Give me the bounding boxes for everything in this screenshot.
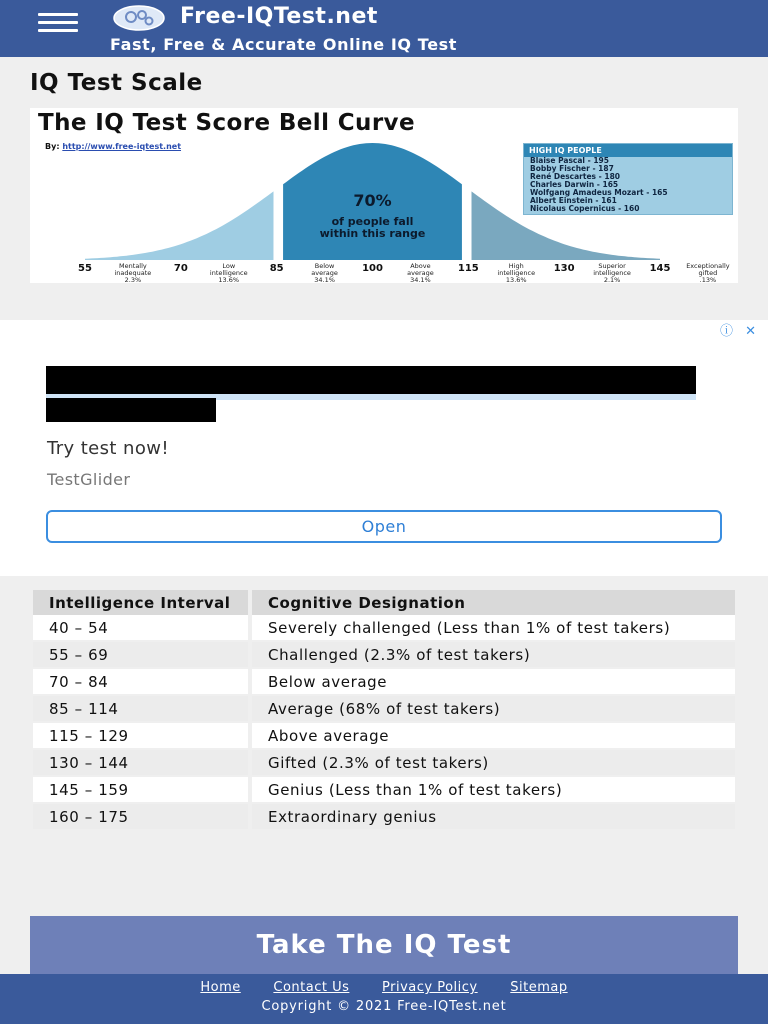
bell-curve-credit (45, 142, 181, 151)
ad-brand[interactable]: TestGlider (47, 470, 131, 489)
segment-label-pct: 13.6% (505, 276, 527, 283)
site-name[interactable]: Free-IQTest.net (180, 4, 378, 29)
ad-open-button[interactable]: Open (46, 510, 722, 543)
table-row (33, 804, 735, 831)
table-row (33, 669, 735, 696)
center-caption-2: within this range (319, 227, 426, 240)
segment-label-line1: Below (314, 262, 335, 270)
credit-link[interactable]: http://www.free-iqtest.net (62, 142, 182, 151)
interval-cell: 160 – 175 (33, 804, 252, 831)
high-iq-person: Nicolaus Copernicus - 160 (530, 204, 640, 213)
designation-cell: Below average (252, 669, 735, 696)
score-tick-label: 70 (173, 263, 188, 274)
site-footer (0, 974, 768, 1024)
iq-scale-table (33, 590, 735, 831)
site-header (0, 0, 768, 57)
ad-info-close-icon[interactable]: ⓘ ✕ (719, 324, 760, 339)
take-iq-test-button[interactable]: Take The IQ Test (30, 916, 738, 974)
bell-curve-title: The IQ Test Score Bell Curve (38, 110, 415, 136)
segment-label-line2: intelligence (593, 269, 631, 277)
iq-bell-curve-image (30, 108, 738, 283)
table-row (33, 696, 735, 723)
score-tick-label: 85 (269, 263, 284, 274)
designation-cell: Challenged (2.3% of test takers) (252, 642, 735, 669)
table-row (33, 750, 735, 777)
segment-label-line2: inadequate (114, 269, 152, 277)
segment-label-line2: intelligence (497, 269, 536, 277)
segment-label-line1: Mentally (119, 262, 147, 270)
high-iq-person: Wolfgang Amadeus Mozart - 165 (530, 188, 668, 197)
table-row (33, 642, 735, 669)
table-row (33, 615, 735, 642)
designation-cell: Genius (Less than 1% of test takers) (252, 777, 735, 804)
segment-label-pct: .13% (699, 276, 717, 283)
segment-label-line2: average (311, 269, 338, 277)
high-iq-person: René Descartes - 180 (530, 172, 621, 181)
designation-cell: Above average (252, 723, 735, 750)
footer-link-privacy[interactable]: Privacy Policy (382, 980, 478, 995)
table-header-interval: Intelligence Interval (33, 590, 252, 615)
bell-left-tail (85, 191, 274, 260)
brain-logo-icon[interactable] (112, 4, 166, 32)
table-row (33, 723, 735, 750)
interval-cell: 55 – 69 (33, 642, 252, 669)
interval-cell: 115 – 129 (33, 723, 252, 750)
segment-label-pct: 2.1% (603, 276, 621, 283)
center-percent: 70% (353, 191, 392, 210)
table-header-designation: Cognitive Designation (252, 590, 735, 615)
segment-label-line1: Above (410, 262, 431, 270)
interval-cell: 85 – 114 (33, 696, 252, 723)
segment-label-line2: gifted (698, 269, 718, 277)
score-tick-label: 55 (78, 263, 92, 274)
high-iq-person: Charles Darwin - 165 (530, 180, 619, 189)
designation-cell: Extraordinary genius (252, 804, 735, 831)
ad-subtext[interactable]: Try test now! (47, 438, 169, 459)
segment-label-pct: 13.6% (218, 276, 240, 283)
score-tick-label: 100 (362, 263, 383, 274)
credit-label: By: (45, 142, 60, 151)
designation-cell: Severely challenged (Less than 1% of test takers) (252, 615, 735, 642)
interval-cell: 145 – 159 (33, 777, 252, 804)
high-iq-person: Bobby Fischer - 187 (530, 164, 614, 173)
segment-label-pct: 2.3% (124, 276, 142, 283)
site-tagline: Fast, Free & Accurate Online IQ Test (110, 35, 458, 54)
score-tick-label: 115 (457, 263, 479, 274)
copyright-text: Copyright © 2021 Free-IQTest.net (261, 999, 507, 1014)
interval-cell: 40 – 54 (33, 615, 252, 642)
segment-label-line2: average (407, 269, 434, 277)
segment-label-line1: Low (222, 262, 236, 270)
segment-label-line1: Exceptionally (686, 262, 730, 270)
designation-cell: Average (68% of test takers) (252, 696, 735, 723)
advertisement (0, 320, 768, 576)
interval-cell: 70 – 84 (33, 669, 252, 696)
footer-link-sitemap[interactable]: Sitemap (510, 980, 568, 995)
designation-cell: Gifted (2.3% of test takers) (252, 750, 735, 777)
footer-links (0, 980, 768, 995)
table-row (33, 777, 735, 804)
interval-cell: 130 – 144 (33, 750, 252, 777)
score-tick-label: 145 (649, 263, 671, 274)
high-iq-people-box (523, 143, 733, 215)
segment-label-line2: intelligence (209, 269, 248, 277)
segment-label-pct: 34.1% (410, 276, 431, 283)
footer-link-home[interactable]: Home (200, 980, 241, 995)
footer-link-contact[interactable]: Contact Us (273, 980, 350, 995)
score-tick-label: 130 (553, 263, 575, 274)
page-title: IQ Test Scale (30, 70, 203, 96)
segment-label-line1: Superior (598, 262, 626, 270)
center-caption-1: of people fall (331, 215, 414, 228)
hamburger-menu-icon[interactable] (38, 13, 78, 33)
segment-label-pct: 34.1% (314, 276, 335, 283)
high-iq-person: Blaise Pascal - 195 (530, 156, 609, 165)
segment-label-line1: High (508, 262, 524, 270)
high-iq-title: HIGH IQ PEOPLE (524, 144, 732, 157)
high-iq-person: Albert Einstein - 161 (530, 196, 617, 205)
